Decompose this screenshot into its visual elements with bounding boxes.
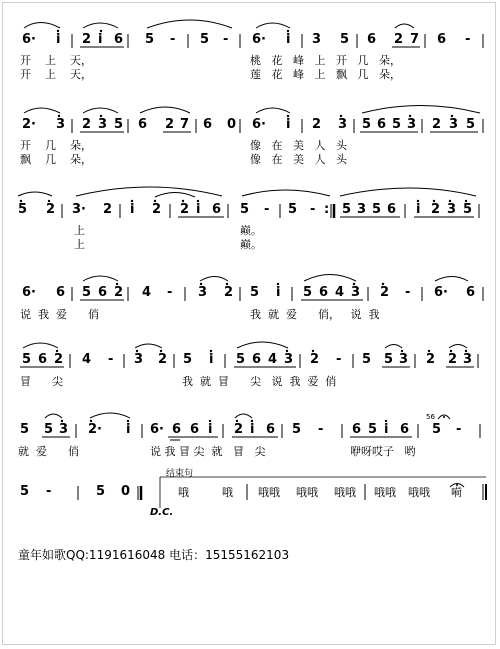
svg-text:6: 6 xyxy=(252,352,262,367)
lyric-2b: 飘 几 朵， xyxy=(20,153,92,166)
svg-text:6·: 6· xyxy=(252,117,266,132)
system-6 xyxy=(20,413,480,440)
svg-text:2: 2 xyxy=(82,32,92,47)
ending-lyric-1: 哦 xyxy=(178,486,189,499)
svg-text:5: 5 xyxy=(20,484,30,499)
svg-text:3: 3 xyxy=(447,202,457,217)
svg-text:2: 2 xyxy=(310,352,320,367)
svg-text:2: 2 xyxy=(46,202,56,217)
lyric-6b: 说 我 冒 尖 就 冒 尖 xyxy=(150,445,266,458)
svg-text:3: 3 xyxy=(59,422,69,437)
svg-text:5: 5 xyxy=(432,422,442,437)
svg-text:5: 5 xyxy=(342,202,352,217)
svg-text:3: 3 xyxy=(407,117,417,132)
ending-lyric-5: 哦哦 xyxy=(334,486,356,499)
svg-text:4: 4 xyxy=(335,285,345,300)
lyric-3a: 上 xyxy=(74,224,85,237)
svg-text:-: - xyxy=(336,352,342,367)
svg-text:2: 2 xyxy=(158,352,168,367)
svg-text:5: 5 xyxy=(463,202,473,217)
ending-lyric-6: 哦哦 xyxy=(374,486,396,499)
svg-text:3: 3 xyxy=(463,352,473,367)
svg-text:6: 6 xyxy=(56,285,66,300)
svg-text:i: i xyxy=(130,202,135,217)
svg-text:5: 5 xyxy=(362,117,372,132)
svg-text:3: 3 xyxy=(357,202,367,217)
svg-text:0: 0 xyxy=(227,117,237,132)
svg-text:i: i xyxy=(98,32,103,47)
svg-text:6: 6 xyxy=(172,422,182,437)
svg-text:-: - xyxy=(223,32,229,47)
system-4 xyxy=(22,275,483,302)
svg-text:6: 6 xyxy=(466,285,476,300)
svg-text:6: 6 xyxy=(400,422,410,437)
svg-text:6: 6 xyxy=(437,32,447,47)
svg-text:6·: 6· xyxy=(22,32,36,47)
credit-line: 童年如歌QQ:1191616048 电话：15155162103 xyxy=(18,548,290,562)
svg-text:3: 3 xyxy=(56,117,66,132)
ending-lyric-2: 哦 xyxy=(222,486,233,499)
svg-text:3: 3 xyxy=(312,32,322,47)
svg-text:5: 5 xyxy=(292,422,302,437)
lyric-3c: 巅。 xyxy=(240,224,262,237)
svg-text:i: i xyxy=(276,285,281,300)
svg-text:i: i xyxy=(286,32,291,47)
lyric-6a: 就 爱 俏 xyxy=(18,445,79,458)
ending-label: 结束句 xyxy=(166,469,194,479)
svg-text:6: 6 xyxy=(38,352,48,367)
svg-text:2: 2 xyxy=(234,422,244,437)
lyric-4a: 说 我 爱 俏 xyxy=(20,308,99,321)
ending-lyric-8: 嗬 xyxy=(451,486,462,499)
lyric-1c: 桃 花 峰 上 开 几 朵， xyxy=(250,54,401,67)
svg-text:6: 6 xyxy=(138,117,148,132)
system-1 xyxy=(22,20,483,48)
svg-text:2: 2 xyxy=(165,117,175,132)
svg-text:2: 2 xyxy=(432,117,442,132)
svg-text:56: 56 xyxy=(426,413,435,421)
lyric-1b: 开 上 天， xyxy=(20,68,92,81)
svg-text:i: i xyxy=(209,352,214,367)
lyric-3d: 巅。 xyxy=(240,238,262,251)
svg-text:3: 3 xyxy=(351,285,361,300)
lyric-4b: 我 就 爱 俏， 说 我 xyxy=(250,308,380,321)
svg-text:3: 3 xyxy=(338,117,348,132)
ending-lyric-7: 哦哦 xyxy=(408,486,430,499)
svg-text:5: 5 xyxy=(96,484,106,499)
svg-text:5: 5 xyxy=(114,117,124,132)
svg-text:5: 5 xyxy=(466,117,476,132)
svg-text:6: 6 xyxy=(190,422,200,437)
svg-text:5: 5 xyxy=(340,32,350,47)
lyric-3b: 上 xyxy=(74,238,85,251)
svg-text:6·: 6· xyxy=(434,285,448,300)
svg-text:3: 3 xyxy=(98,117,108,132)
svg-text:7: 7 xyxy=(180,117,190,132)
svg-text:3: 3 xyxy=(399,352,409,367)
svg-text:i: i xyxy=(416,202,421,217)
svg-text:i: i xyxy=(196,202,201,217)
svg-text:5: 5 xyxy=(392,117,402,132)
lyric-1d: 莲 花 峰 上 飘 几 朵， xyxy=(250,68,401,81)
lyric-1a: 开 上 天， xyxy=(20,54,92,67)
svg-text:6: 6 xyxy=(319,285,329,300)
dc-marking: D.C. xyxy=(150,507,174,518)
ending-lyric-3: 哦哦 xyxy=(258,486,280,499)
svg-text:3: 3 xyxy=(449,117,459,132)
svg-text:2·: 2· xyxy=(22,117,36,132)
svg-text:2: 2 xyxy=(152,202,162,217)
svg-text:5: 5 xyxy=(82,285,92,300)
svg-text:6·: 6· xyxy=(150,422,164,437)
svg-text:-: - xyxy=(167,285,173,300)
svg-text:6·: 6· xyxy=(252,32,266,47)
svg-text:6: 6 xyxy=(367,32,377,47)
lyric-5b: 我 就 冒 尖 说 我 爱 俏 xyxy=(182,375,337,388)
lyric-2c: 像 在 美 人 头 xyxy=(250,139,347,152)
svg-text:2: 2 xyxy=(394,32,404,47)
lyric-6c: 咿呀哎子 哟 xyxy=(350,445,416,458)
system-2 xyxy=(22,106,483,134)
svg-text:2: 2 xyxy=(82,117,92,132)
svg-text:2: 2 xyxy=(103,202,113,217)
svg-text:6: 6 xyxy=(352,422,362,437)
svg-text:i: i xyxy=(286,117,291,132)
svg-text:6: 6 xyxy=(212,202,222,217)
lyric-5a: 冒 尖 xyxy=(20,375,63,388)
svg-text:-: - xyxy=(46,484,52,499)
svg-text:6: 6 xyxy=(377,117,387,132)
svg-text:i: i xyxy=(56,32,61,47)
svg-text:i: i xyxy=(126,422,131,437)
svg-text:5: 5 xyxy=(240,202,250,217)
svg-text:5: 5 xyxy=(236,352,246,367)
ending-lyric-4: 哦哦 xyxy=(296,486,318,499)
system-3 xyxy=(18,187,479,218)
svg-text:6: 6 xyxy=(114,32,124,47)
svg-text:2: 2 xyxy=(431,202,441,217)
svg-text:4: 4 xyxy=(142,285,152,300)
svg-text:-: - xyxy=(465,32,471,47)
svg-text:5: 5 xyxy=(384,352,394,367)
svg-text:-: - xyxy=(170,32,176,47)
svg-text:3: 3 xyxy=(198,285,208,300)
svg-text:2: 2 xyxy=(448,352,458,367)
svg-text:2·: 2· xyxy=(88,422,102,437)
system-5 xyxy=(20,342,478,368)
svg-text:2: 2 xyxy=(180,202,190,217)
svg-text:2: 2 xyxy=(426,352,436,367)
svg-text:6: 6 xyxy=(266,422,276,437)
svg-text:i: i xyxy=(250,422,255,437)
svg-text:6: 6 xyxy=(387,202,397,217)
svg-text::: : xyxy=(324,202,330,217)
svg-text:5: 5 xyxy=(20,422,30,437)
svg-text:5: 5 xyxy=(22,352,32,367)
svg-text:2: 2 xyxy=(224,285,234,300)
svg-text:3: 3 xyxy=(284,352,294,367)
svg-text:7: 7 xyxy=(410,32,420,47)
svg-text:5: 5 xyxy=(303,285,313,300)
svg-text:-: - xyxy=(310,202,316,217)
svg-text:3: 3 xyxy=(134,352,144,367)
svg-text:-: - xyxy=(108,352,114,367)
svg-text:5: 5 xyxy=(18,202,28,217)
svg-text:5: 5 xyxy=(250,285,260,300)
svg-text:5: 5 xyxy=(368,422,378,437)
lyric-2a: 开 几 朵， xyxy=(20,139,92,152)
svg-text:2: 2 xyxy=(380,285,390,300)
svg-text:-: - xyxy=(318,422,324,437)
svg-text:5: 5 xyxy=(44,422,54,437)
svg-text:3·: 3· xyxy=(72,202,86,217)
svg-text:4: 4 xyxy=(268,352,278,367)
svg-text:2: 2 xyxy=(114,285,124,300)
svg-text:-: - xyxy=(264,202,270,217)
svg-text:4: 4 xyxy=(82,352,92,367)
svg-text:i: i xyxy=(384,422,389,437)
svg-text:6: 6 xyxy=(203,117,213,132)
svg-text:0: 0 xyxy=(121,484,131,499)
lyric-2d: 像 在 美 人 头 xyxy=(250,153,347,166)
svg-text:5: 5 xyxy=(362,352,372,367)
svg-text:5: 5 xyxy=(288,202,298,217)
svg-text:i: i xyxy=(208,422,213,437)
svg-text:5: 5 xyxy=(200,32,210,47)
svg-text:-: - xyxy=(456,422,462,437)
svg-text:2: 2 xyxy=(312,117,322,132)
svg-text:6·: 6· xyxy=(22,285,36,300)
svg-text:-: - xyxy=(405,285,411,300)
svg-text:2: 2 xyxy=(54,352,64,367)
svg-text:5: 5 xyxy=(145,32,155,47)
svg-text:6: 6 xyxy=(98,285,108,300)
svg-text:5: 5 xyxy=(183,352,193,367)
svg-text:5: 5 xyxy=(372,202,382,217)
